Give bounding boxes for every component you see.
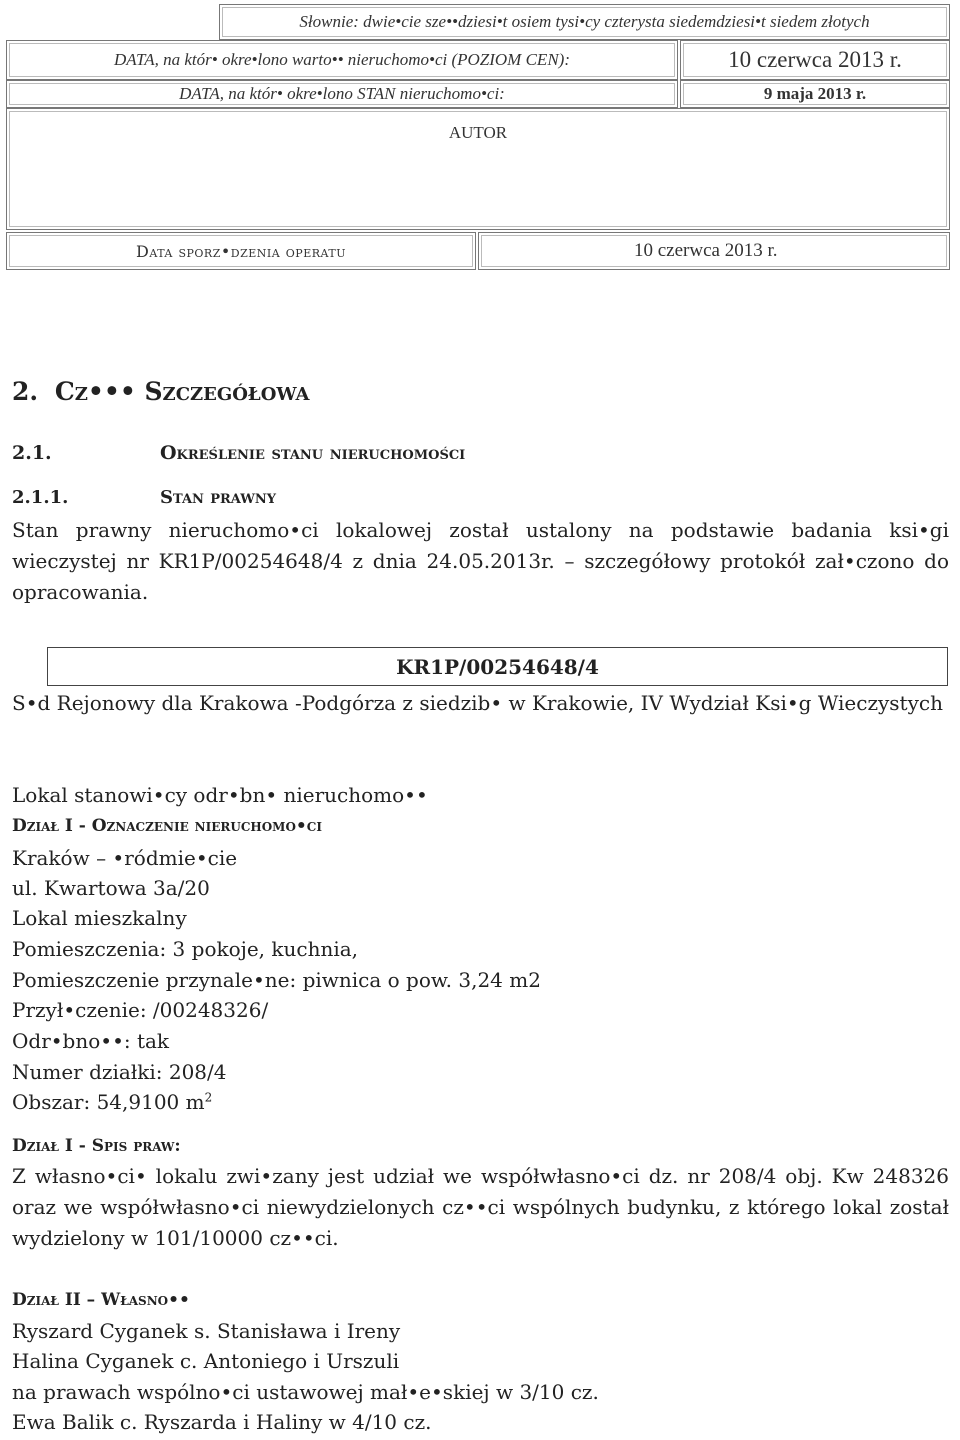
court-name: S•d Rejonowy dla Krakowa -Podgórza z siedzib• w Krakowie, IV Wydział Ksi•g Wieczystych — [12, 691, 943, 715]
amount-in-words-cell — [219, 4, 950, 40]
dzial1-line: ul. Kwartowa 3a/20 — [12, 876, 210, 900]
dzial1-line: Numer działki: 208/4 — [12, 1060, 227, 1084]
land-register-number: KR1P/00254648/4 — [396, 654, 599, 679]
dzial1-line: Pomieszczenie przynale•ne: piwnica o pow. 3,24 m2 — [12, 968, 541, 992]
state-date-label-cell — [6, 80, 678, 108]
author-cell — [6, 108, 950, 230]
legal-status-intro: Stan prawny nieruchomo•ci lokalowej został ustalony na podstawie badania ksi•gi wieczystej nr KR1P/00254648/4 z dnia 24.05.2013r. – szczegółowy protokół zał•czono do opracowania. — [12, 518, 949, 604]
valuation-date-label-cell — [6, 40, 678, 80]
owner-line: na prawach wspólno•ci ustawowej mał•e•skiej w 3/10 cz. — [12, 1380, 599, 1404]
prep-date-value-cell — [478, 232, 950, 270]
subsubsection-number: 2.1.1. — [12, 487, 69, 508]
dzial1-heading: Dział I - Oznaczenie nieruchomo•ci — [12, 816, 322, 836]
state-date-value-cell — [680, 80, 950, 108]
prep-date-label: Data sporz•dzenia operatu — [136, 241, 346, 261]
author-label: AUTOR — [448, 123, 508, 142]
dzial1-line: Odr•bno••: tak — [12, 1029, 170, 1053]
section-number: 2. — [12, 377, 39, 406]
valuation-date-label: DATA, na któr• okre•lono warto•• nieruchomo•ci (POZIOM CEN): — [114, 50, 570, 69]
owner-line: Halina Cyganek c. Antoniego i Urszuli — [12, 1349, 400, 1373]
subsection-number: 2.1. — [12, 442, 52, 464]
state-date-label: DATA, na któr• okre•lono STAN nieruchomo•ci: — [179, 84, 505, 103]
dzial1-line: Przył•czenie: /00248326/ — [12, 998, 269, 1022]
valuation-date-value-cell — [680, 40, 950, 80]
area-superscript: 2 — [204, 1090, 213, 1105]
ownership-heading: Dział II – Własno•• — [12, 1290, 190, 1310]
section-heading — [12, 377, 309, 406]
subsection-title: Określenie stanu nieruchomości — [160, 442, 466, 464]
dzial1-line: Lokal mieszkalny — [12, 906, 187, 930]
amount-in-words: Słownie: dwie•cie sze••dziesi•t osiem tysi•cy czterysta siedemdziesi•t siedem złotych — [299, 12, 870, 31]
area-label: Obszar: 54,9100 m — [12, 1090, 205, 1114]
dzial1-line: Pomieszczenia: 3 pokoje, kuchnia, — [12, 937, 359, 961]
valuation-date-value: 10 czerwca 2013 r. — [728, 47, 902, 72]
state-date-value: 9 maja 2013 r. — [763, 84, 867, 103]
property-kind: Lokal stanowi•cy odr•bn• nieruchomo•• — [12, 783, 428, 807]
section-title: Cz••• Szczegółowa — [54, 377, 310, 406]
rights-text: Z własno•ci• lokalu zwi•zany jest udział we współwłasno•ci dz. nr 208/4 obj. Kw 248326 oraz we współwłasno•ci niewydzielonych cz••ci wspólnych budynku, z którego lokal został wydzielony w 101/10000 cz••ci. — [12, 1164, 949, 1250]
prep-date-label-cell — [6, 232, 476, 270]
owner-line: Ryszard Cyganek s. Stanisława i Ireny — [12, 1319, 401, 1343]
area-line — [12, 1090, 212, 1114]
rights-heading: Dział I - Spis praw: — [12, 1136, 181, 1156]
prep-date-value: 10 czerwca 2013 r. — [634, 240, 778, 261]
owner-line: Ewa Balik c. Ryszarda i Haliny w 4/10 cz. — [12, 1410, 432, 1434]
land-register-number-box — [47, 647, 948, 686]
subsubsection-title: Stan prawny — [160, 487, 276, 508]
dzial1-line: Kraków – •ródmie•cie — [12, 846, 238, 870]
